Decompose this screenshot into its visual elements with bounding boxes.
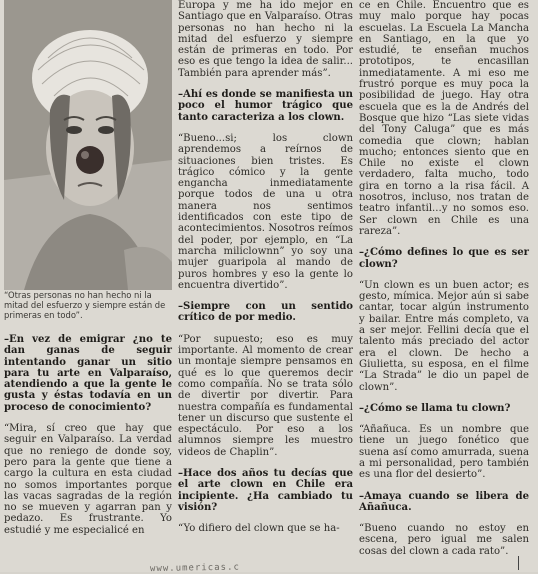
interview-question: –Amaya cuando se libera de Añañuca.	[359, 490, 529, 513]
interview-answer: “Un clown es un buen actor; es gesto, mímica. Mejor aún si sabe cantar, tocar algún instrumento y bailar. Entre más completo, va a ser mejor. Fellini decía que el talento más preciado del actor era el clown. De hecho a Giulietta, su esposa, en el filme “La Strada” le dio un papel de clown”.	[359, 279, 529, 393]
interview-answer: “Añañuca. Es un nombre que tiene un juego fonético que suena así como amurrada, suena a mi personalidad, pero también es una flor del desierto”.	[359, 424, 529, 481]
interview-answer: “Por supuesto; eso es muy importante. Al momento de crear un montaje siempre pensamos en qué es lo que queremos decir como compañía. No se trata sólo de divertir por divertir. Para nuestra compañía es fundamental tener un discurso que sustente el espectáculo. Por eso a los alumnos siempre les muestro videos de Chaplin”.	[178, 333, 353, 458]
woman-clown-nose-photo-icon	[4, 0, 172, 290]
interview-answer: “Mira, sí creo que hay que seguir en Valparaíso. La verdad que no reniego de donde soy, pero para la gente que tiene a cargo la cultura en esta ciudad no somos importantes porque las vacas sagradas de la región no se mueven y agarran pan y pedazo. Es frustrante. Yo estudié y me especialicé en	[4, 423, 172, 536]
photo-caption: “Otras personas no han hecho ni la mitad del esfuerzo y siempre están de primeras en todo”.	[4, 290, 166, 321]
interview-answer: ce en Chile. Encuentro que es muy malo porque hay pocas escuelas. La Escuela La Mancha en Santiago, en la que yo estudié, te enseñan muchos prototipos, te encasillan inmediatamente. A mi eso me frustró porque es muy poca la posibilidad de juego. Hay otra escuela que es la de Andrés del Bosque que hizo “Las siete vidas del Tony Caluga” que es más comedia que clown; hablan mucho; entonces siento que en Chile no existe el clown verdadero, falta mucho, todo gira en torno a la risa fácil. A nosotros, incluso, nos tratan de teatro infantil...y no somos eso. Ser clown en Chile es una rareza”.	[359, 0, 529, 237]
column-1	[4, 334, 172, 536]
paragraph-gap	[359, 237, 529, 247]
paragraph-gap	[4, 413, 172, 423]
interview-question: –¿Cómo defines lo que es ser clown?	[359, 247, 529, 270]
paragraph-gap	[359, 414, 529, 424]
column-2	[178, 0, 353, 534]
interview-question: –Hace dos años tu decías que el arte clown en Chile era incipiente. ¿Ha cambiado tu visión?	[178, 467, 353, 513]
paragraph-gap	[178, 324, 353, 334]
interview-question: –Ahí es donde se manifiesta un poco el humor trágico que tanto caracteriza a los clown.	[178, 89, 353, 123]
footer-url: www.umericas.c	[149, 562, 240, 574]
paragraph-gap	[359, 393, 529, 403]
paragraph-gap	[178, 123, 353, 133]
interview-answer: “Bueno cuando no estoy en escena, pero igual me salen cosas del clown a cada rato”.	[359, 523, 529, 557]
paragraph-gap	[178, 79, 353, 89]
page-edge-mark	[518, 556, 535, 570]
clown-photo	[4, 0, 172, 290]
paragraph-gap	[359, 270, 529, 280]
paragraph-gap	[178, 291, 353, 301]
interview-answer: “Yo difiero del clown que se ha-	[178, 523, 340, 535]
paragraph-gap	[359, 513, 529, 523]
paragraph-gap	[359, 481, 529, 491]
interview-question: –Siempre con un sentido crítico de por medio.	[178, 301, 353, 324]
paragraph-gap	[178, 458, 353, 468]
interview-answer: “Bueno...si; los clown aprendemos a reírnos de situaciones bien tristes. Es trágico cómico y la gente engancha inmediatamente porque todos de una u otra manera nos sentimos identificados con este tipo de acontecimientos. Nosotros reímos del poder, por ejemplo, en “La marcha miliclownn” yo soy una mujer guaripola al mando de puros hombres y eso la gente lo encuentra divertido”.	[178, 132, 353, 291]
interview-answer: Europa y me ha ido mejor en Santiago que en Valparaíso. Otras personas no han hecho ni la mitad del esfuerzo y siempre están de primeras en todo. Por eso es que tengo la idea de salir... También para aprender más”.	[178, 0, 353, 79]
interview-question: –En vez de emigrar ¿no te dan ganas de seguir intentando ganar un sitio para tu arte en Valparaíso, atendiendo a que la gente le gusta y éstas todavía en un proceso de conocimiento?	[4, 334, 172, 413]
column-3	[359, 0, 529, 557]
paragraph-gap	[178, 513, 353, 523]
interview-question: –¿Cómo se llama tu clown?	[359, 402, 511, 414]
